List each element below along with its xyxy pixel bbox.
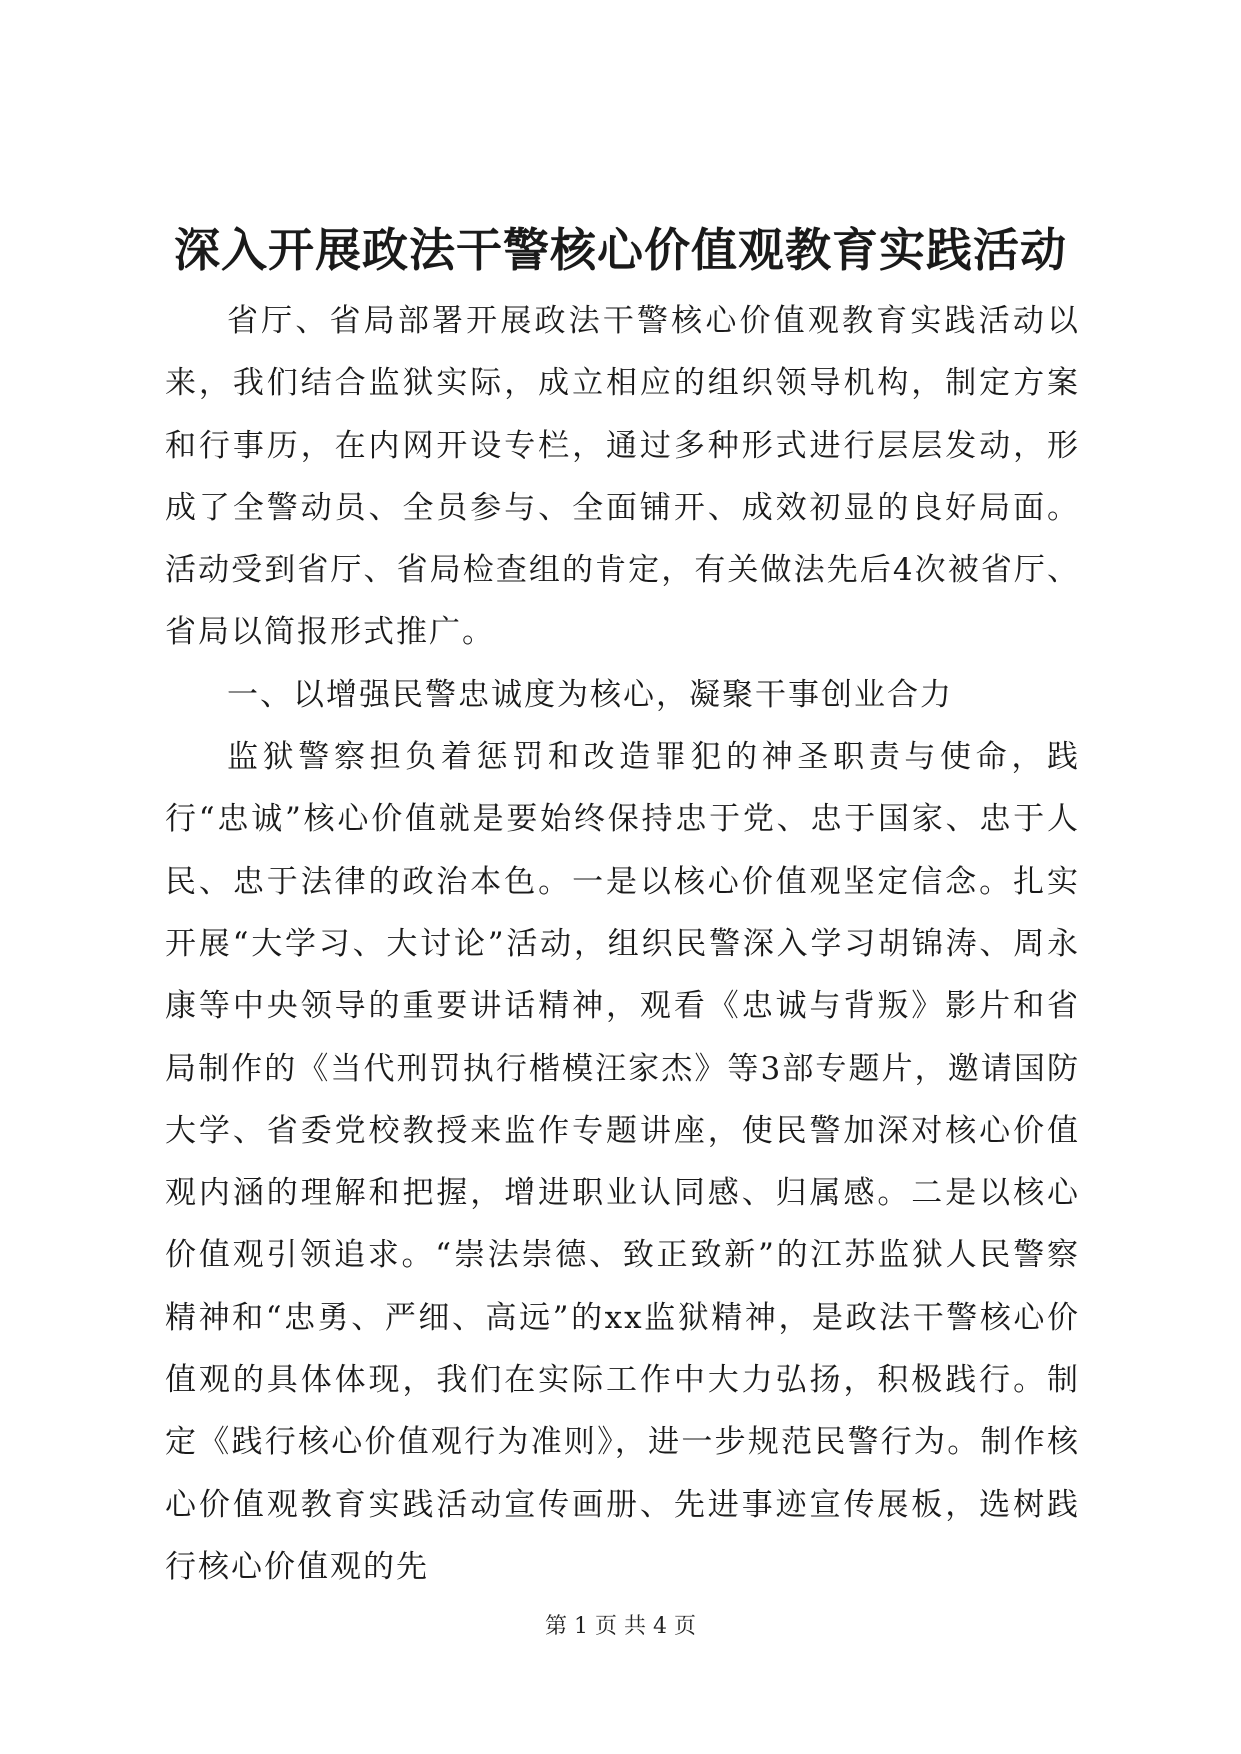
section-paragraph: 监狱警察担负着惩罚和改造罪犯的神圣职责与使命，践行“忠诚”核心价值就是要始终保持忠于党、忠于国家、忠于人民、忠于法律的政治本色。一是以核心价值观坚定信念。扎实开展“大学习、大讨论”活动，组织民警深入学习胡锦涛、周永康等中央领导的重要讲话精神，观看《忠诚与背叛》影片和省局制作的《当代刑罚执行楷模汪家杰》等3部专题片，邀请国防大学、省委党校教授来监作专题讲座，使民警加深对核心价值观内涵的理解和把握，增进职业认同感、归属感。二是以核心价值观引领追求。“崇法崇德、致正致新”的江苏监狱人民警察精神和“忠勇、严细、高远”的xx监狱精神，是政法干警核心价值观的具体体现，我们在实际工作中大力弘扬，积极践行。制定《践行核心价值观行为准则》，进一步规范民警行为。制作核心价值观教育实践活动宣传画册、先进事迹宣传展板，选树践行核心价值观的先 [165,739,1080,1585]
page-footer: 第 1 页 共 4 页 [545,1614,696,1639]
section-heading: 一、以增强民警忠诚度为核心，凝聚干事创业合力 [227,676,953,713]
intro-paragraph: 省厅、省局部署开展政法干警核心价值观教育实践活动以来，我们结合监狱实际，成立相应的组织领导机构，制定方案和行事历，在内网开设专栏，通过多种形式进行层层发动，形成了全警动员、全员参与、全面铺开、成效初显的良好局面。活动受到省厅、省局检查组的肯定，有关做法先后4次被省厅、省局以简报形式推广。 [165,303,1080,651]
document-title: 深入开展政法干警核心价值观教育实践活动 [174,223,1067,277]
document-body [165,290,1080,1598]
